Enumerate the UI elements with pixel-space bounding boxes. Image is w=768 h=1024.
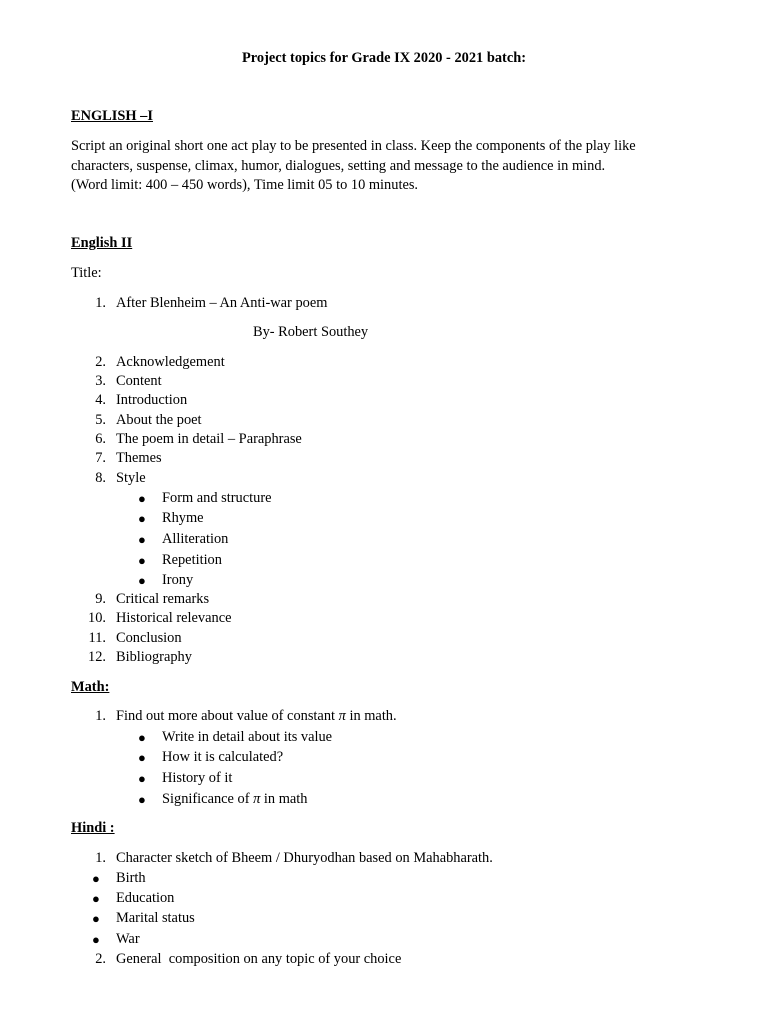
list-item-text: Style bbox=[116, 470, 146, 486]
list-item-text: After Blenheim – An Anti-war poem bbox=[116, 295, 328, 311]
bullet-text: History of it bbox=[162, 770, 233, 786]
list-number: 1. bbox=[95, 708, 106, 724]
list-number: 10. bbox=[88, 610, 106, 626]
bullet-text: How it is calculated? bbox=[162, 749, 284, 765]
list-item bbox=[0, 469, 768, 489]
list-item-text: About the poet bbox=[116, 412, 202, 428]
list-number: 8. bbox=[95, 470, 106, 486]
bullet-text: Repetition bbox=[162, 552, 222, 568]
bullet-item bbox=[0, 769, 768, 789]
english-2-title-label: Title: bbox=[71, 265, 102, 281]
pi-symbol: π bbox=[253, 791, 261, 807]
list-number: 4. bbox=[95, 392, 106, 408]
math-item-text-start: Find out more about value of constant bbox=[116, 708, 339, 724]
math-item-text-end: in math. bbox=[345, 708, 397, 724]
list-item bbox=[0, 391, 768, 411]
bullet-icon: ● bbox=[92, 871, 100, 886]
bullet-item bbox=[0, 748, 768, 768]
list-item bbox=[0, 707, 768, 727]
bullet-item bbox=[0, 869, 768, 889]
list-number: 12. bbox=[88, 649, 106, 665]
hindi-heading: Hindi : bbox=[71, 820, 115, 836]
list-number: 1. bbox=[95, 295, 106, 311]
list-item-text: The poem in detail – Paraphrase bbox=[116, 431, 302, 447]
list-number: 11. bbox=[88, 630, 106, 646]
list-item bbox=[0, 411, 768, 431]
bullet-item bbox=[0, 571, 768, 591]
bullet-item bbox=[0, 551, 768, 571]
list-item-text: Themes bbox=[116, 450, 162, 466]
bullet-icon: ● bbox=[138, 491, 146, 506]
list-item bbox=[0, 430, 768, 450]
bullet-item bbox=[0, 530, 768, 550]
list-item-text: Introduction bbox=[116, 392, 188, 408]
english-2-heading: English II bbox=[71, 235, 133, 251]
list-item bbox=[0, 590, 768, 610]
list-item bbox=[0, 849, 768, 869]
math-bullet-text-end: in math bbox=[260, 791, 308, 807]
list-item-text: Character sketch of Bheem / Dhuryodhan based on Mahabharath. bbox=[116, 850, 493, 866]
pi-symbol: π bbox=[338, 708, 346, 724]
bullet-icon: ● bbox=[138, 573, 146, 588]
list-number: 2. bbox=[95, 951, 106, 967]
bullet-text: Irony bbox=[162, 572, 194, 588]
list-item-text: Bibliography bbox=[116, 649, 192, 665]
bullet-item bbox=[0, 909, 768, 929]
bullet-text: Marital status bbox=[116, 910, 195, 926]
list-item bbox=[0, 950, 768, 970]
bullet-text: Form and structure bbox=[162, 490, 272, 506]
list-number: 1. bbox=[95, 850, 106, 866]
bullet-item bbox=[0, 930, 768, 950]
list-item bbox=[0, 353, 768, 373]
list-item bbox=[0, 372, 768, 392]
bullet-icon: ● bbox=[138, 771, 146, 786]
english-1-heading: ENGLISH –I bbox=[71, 108, 153, 124]
bullet-icon: ● bbox=[92, 911, 100, 926]
list-item-text bbox=[116, 707, 397, 727]
bullet-item bbox=[0, 889, 768, 909]
bullet-text: War bbox=[116, 931, 140, 947]
list-number: 6. bbox=[95, 431, 106, 447]
byline-row bbox=[0, 323, 768, 343]
math-bullet-text-start: Significance of bbox=[162, 791, 254, 807]
poem-byline: By- Robert Southey bbox=[253, 324, 369, 340]
list-item bbox=[0, 648, 768, 668]
bullet-icon: ● bbox=[92, 932, 100, 947]
list-item-text: General composition on any topic of your choice bbox=[116, 951, 402, 967]
bullet-icon: ● bbox=[138, 792, 146, 807]
english-1-line-1: Script an original short one act play to be presented in class. Keep the components of the play like bbox=[71, 138, 636, 154]
math-heading: Math: bbox=[71, 679, 110, 695]
bullet-text bbox=[162, 790, 308, 810]
list-number: 9. bbox=[95, 591, 106, 607]
bullet-text: Rhyme bbox=[162, 510, 204, 526]
bullet-icon: ● bbox=[138, 553, 146, 568]
bullet-item bbox=[0, 728, 768, 748]
list-item-text: Critical remarks bbox=[116, 591, 210, 607]
list-item-text: Content bbox=[116, 373, 162, 389]
list-item bbox=[0, 629, 768, 649]
bullet-item bbox=[0, 489, 768, 509]
bullet-text: Alliteration bbox=[162, 531, 229, 547]
bullet-icon: ● bbox=[138, 730, 146, 745]
bullet-icon: ● bbox=[138, 750, 146, 765]
bullet-item bbox=[0, 509, 768, 529]
english-1-line-3: (Word limit: 400 – 450 words), Time limit 05 to 10 minutes. bbox=[71, 177, 419, 193]
bullet-item bbox=[0, 790, 768, 810]
bullet-icon: ● bbox=[92, 891, 100, 906]
list-number: 3. bbox=[95, 373, 106, 389]
list-number: 2. bbox=[95, 354, 106, 370]
list-item bbox=[0, 449, 768, 469]
page-title: Project topics for Grade IX 2020 - 2021 batch: bbox=[241, 50, 527, 66]
english-1-line-2: characters, suspense, climax, humor, dialogues, setting and message to the audience in mind. bbox=[71, 158, 606, 174]
list-item-text: Historical relevance bbox=[116, 610, 232, 626]
list-item bbox=[0, 294, 768, 314]
bullet-text: Education bbox=[116, 890, 175, 906]
list-number: 5. bbox=[95, 412, 106, 428]
bullet-icon: ● bbox=[138, 511, 146, 526]
bullet-text: Birth bbox=[116, 870, 146, 886]
bullet-text: Write in detail about its value bbox=[162, 729, 333, 745]
list-number: 7. bbox=[95, 450, 106, 466]
list-item-text: Conclusion bbox=[116, 630, 182, 646]
list-item-text: Acknowledgement bbox=[116, 354, 225, 370]
bullet-icon: ● bbox=[138, 532, 146, 547]
list-item bbox=[0, 609, 768, 629]
